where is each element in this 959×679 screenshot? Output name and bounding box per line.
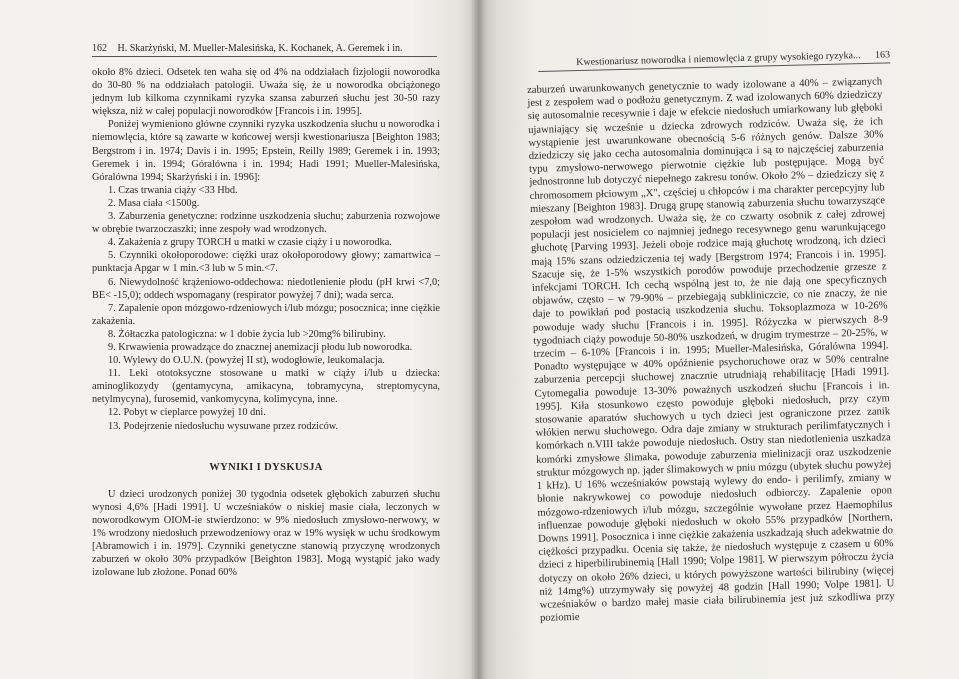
list-item: 6. Niewydolność krążeniowo-oddechowa: niedotlenienie płodu (pH krwi <7,0; BE< -15,0); oddech wspomagany (respirator powyżej 7 dni); wada serca. (92, 276, 440, 301)
right-page-number: 163 (874, 49, 891, 61)
left-page (0, 0, 478, 679)
list-item: 7. Zapalenie opon mózgowo-rdzeniowych i/lub mózgu; posocznica; inne ciężkie zakażenia. (92, 302, 440, 327)
list-item: 10. Wylewy do O.U.N. (powyżej II st), wodogłowie, leukomalacja. (108, 355, 385, 367)
section-heading: WYNIKI I DYSKUSJA (209, 461, 323, 473)
list-item: 5. Czynniki okołoporodowe: ciężki uraz okołoporodowy głowy; zamartwica – punktacja Apgar w 1 min.<3 lub w 5 min.<7. (92, 250, 440, 275)
left-running-head-text: H. Skarżyński, M. Mueller-Malesińska, K. Kochanek, A. Geremek i in. (117, 43, 403, 54)
left-page-content (92, 66, 440, 579)
right-page (478, 0, 959, 679)
list-item: 13. Podejrzenie niedosłuchu wysuwane przez rodziców. (108, 420, 339, 432)
book-gutter (470, 0, 486, 679)
left-page-number: 162 (92, 43, 107, 54)
right-running-head (538, 49, 890, 72)
risk-factor-list (92, 184, 440, 433)
list-item: 1. Czas trwania ciąży <33 Hbd. (108, 184, 238, 196)
list-item: 11. Leki ototoksyczne stosowane u matki w ciąży i/lub u dziecka: aminoglikozydy (gentamycyna, amikacyna, tobramycyna, streptomycyna, netylmycyna), furosemid, vankomycyna, kolimycyna, inne. (92, 368, 440, 406)
list-item: 8. Żółtaczka patologiczna: w 1 dobie życia lub >20mg% bilirubiny. (108, 328, 386, 340)
list-intro-paragraph: Poniżej wymieniono główne czynniki ryzyka uszkodzenia słuchu u noworodka i niemowlęcia, które są zawarte w końcowej wersji kwestionariusza [Beighton 1983; Bergstrom i in. 1974; Davis i in. 1995; Epstein, Reilly 1989; Geremek i in. 1993; Geremek i in. 1994; Góralówna i in. 1994; Hadi 1991; Mueller-Malesińska, Góralówna 1994; Skarżyński i in. 1996]: (92, 119, 440, 183)
right-page-content (527, 75, 895, 625)
left-running-head (92, 43, 437, 57)
intro-paragraph: około 8% dzieci. Odsetek ten waha się od 4% na oddziałach fizjologii noworodka do 30-80 % na oddziałach patologii. Uważa się, że u noworodka obciążonego jednym lub kilkoma czynnikami ryzyka szansa zaburzeń słuchu jest 30-50 razy większa, niż w całej populacji noworodków [Francois i in. 1995]. (92, 67, 440, 118)
list-item: 9. Krwawienia prowadzące do znacznej anemizacji płodu lub noworodka. (108, 341, 413, 353)
list-item: 12. Pobyt w cieplarce powyżej 10 dni. (108, 407, 266, 419)
list-item: 3. Zaburzenia genetyczne: rodzinne uszkodzenia słuchu; zaburzenia rozwojowe w obrębie twarzoczaszki; inne zespoły wad wrodzonych. (92, 211, 440, 236)
right-running-head-text: Kwestionariusz noworodka i niemowlęcia z grupy wysokiego ryzyka... (576, 50, 861, 69)
body-paragraph: zaburzeń uwarunkowanych genetycznie to wady izolowane a 40% – związanych jest z zespołem wad o podłożu genetycznym. Z wad izolowanych 60% dziedziczy się autosomalnie recesywnie i daje w efekcie niedosłuch umiarkowany lub głęboki ujawniający się wcześnie u dziecka zdrowych rodziców. Uważa się, że ich wystąpienie jest uwarunkowane obecnością 5-6 różnych genów. Dalsze 30% dziedziczy się jako cecha autosomalnia dominująca i są to najczęściej zaburzenia typu zmysłowo-nerwowego pierwotnie ciężkie lub postępujące. Mogą być jednostronne lub dotyczyć niepełnego zakresu tonów. Około 2% – dziedziczy się z chromosomem płciowym „X", częściej u chłopców i ma charakter percepcyjny lub mieszany [Beighton 1983]. Drugą grupę stanowią zaburzenia słuchu towarzyszące zespołom wad wrodzonych. Uważa się, że co czwarty osobnik z całej zdrowej populacji jest nosicielem co najmniej jednego recesywnego genu warunkującego głuchotę [Parving 1993]. Jeżeli oboje rodzice mają głuchotę wrodzoną, ich dzieci mają 15% szans odziedziczenia tej wady [Bergstrom 1974; Francois i in. 1995]. Szacuje się, że 1-5% wszystkich porodów powoduje przechodzenie grzesze z infekcjami TORCH. Ich cechą wspólną jest to, że nie dają one specyficznych objawów, często – w 79-90% – przebiegają subkliniczcie, co nie znaczy, że nie daje to powikłań pod postacią uszkodzenia słuchu. Toksoplazmoza w 10-26% powoduje wady słuchu [Francois i in. 1995]. Różyczka w pierwszych 8-9 tygodniach ciąży powoduje 50-80% uszkodzeń, w drugim trymestrze – 20-25%, w trzecim – 6-10% [Francois i in. 1995; Mueller-Malesińska, Góralówna 1994]. Ponadto występujące w 40% opóźnienie psychoruchowe oraz w 50% centralne zaburzenia percepcji słuchowej znacznie utrudniają rehabilitację [Hadi 1991]. Cytomegalia powoduje 13-30% poważnych uszkodzeń słuchu [Francois i in. 1995]. Kiła stosunkowo często powoduje głęboki niedosłuch, przy czym stosowanie aparatów słuchowych u tych dzieci jest ograniczone przez zanik włókien nerwu słuchowego. Odra daje zmiany w strukturach perilimfatycznych i komórkach n.VIII także powoduje niedosłuch. Ostry stan niedotlenienia uszkadza komórki zmysłowe ślimaka, powoduje zaburzenia mielinizacji oraz uszkodzenie struktur mózgowych np. jąder ślimakowych w pniu mózgu (ubytek słuchu powyżej 1 kHz). U 16% wcześniaków powstają wylewy do endo- i perilimfy, zmiany w błonie nakrywkowej co powoduje niedosłuch odbiorczy. Zapalenie opon mózgowo-rdzeniowych i/lub mózgu, szczególnie wywołane przez Haemophilus influenzae powoduje głęboki niedosłuch w około 55% przypadków [Northern, Downs 1991]. Posocznica i inne ciężkie zakażenia uszkadzają słuch adekwatnie do ciężkości przypadku. Ocenia się także, że niedosłuch występuje z czasem u 60% dzieci z hiperbilirubinemią [Hall 1990; Volpe 1981]. W pierwszym półroczu życia dotyczy on około 26% dzieci, u których powyższone wartości bilirubiny (więcej niż 14mg%) utrzymywały się powyżej 48 godzin [Hall 1990; Volpe 1981]. U wcześniaków o bardzo małej masie ciała bilirubinemia jest już szkodliwa przy poziomie (527, 76, 895, 624)
list-item: 4. Zakażenia z grupy TORCH u matki w czasie ciąży i u noworodka. (108, 237, 392, 249)
list-item: 2. Masa ciała <1500g. (108, 197, 200, 209)
results-paragraph: U dzieci urodzonych poniżej 30 tygodnia odsetek głębokich zaburzeń słuchu wynosi 4,6% [Hadi 1991]. U wcześniaków o niskiej masie ciała, leczonych w noworodkowym OIOM-ie stwierdzono: w 9% niedosłuch zmysłowo-nerwowy, w 1% wrodzony niedosłuch przewodzeniowy oraz w 19% wysięk w uchu środkowym [Abramowich i in. 1979]. Czynniki genetyczne stanowią przyczynę wrodzonych zaburzeń w około 30% przypadków [Beighton 1983]. Mogą wystąpić jako wady izolowane lub złożone. Ponad 60% (92, 488, 440, 579)
